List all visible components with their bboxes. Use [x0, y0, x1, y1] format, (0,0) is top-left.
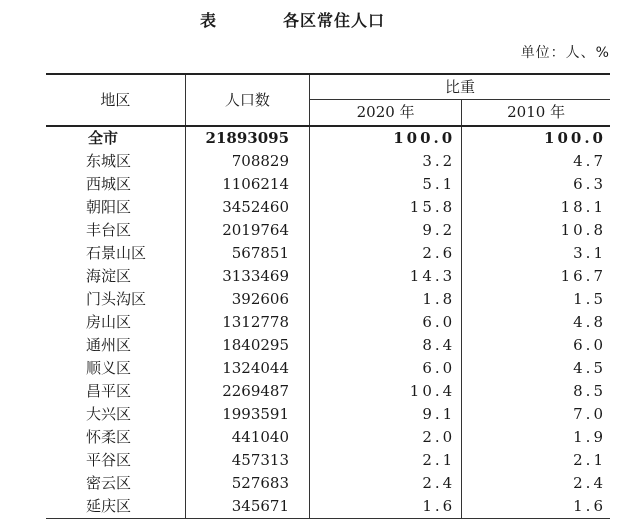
region-cell: 西城区 [46, 173, 185, 196]
region-cell: 平谷区 [46, 449, 185, 472]
header-population: 人口数 [185, 74, 309, 126]
region-cell: 密云区 [46, 472, 185, 495]
header-region: 地区 [46, 74, 185, 126]
region-cell: 东城区 [46, 150, 185, 173]
share-2020-cell: 10.4 [310, 380, 462, 403]
share-2020-cell: 2.1 [310, 449, 462, 472]
population-cell: 392606 [185, 288, 309, 311]
population-cell: 3452460 [185, 196, 309, 219]
region-cell: 顺义区 [46, 357, 185, 380]
table-title [0, 8, 640, 34]
population-table [46, 73, 610, 519]
share-2010-cell: 1.9 [573, 428, 606, 446]
table-row [46, 265, 610, 288]
table-row [46, 426, 610, 449]
share-2010-cell: 3.1 [573, 244, 606, 262]
share-2020-cell: 9.2 [310, 219, 462, 242]
table-row [46, 242, 610, 265]
header-share: 比重 [310, 74, 610, 100]
region-cell: 怀柔区 [46, 426, 185, 449]
region-cell: 大兴区 [46, 403, 185, 426]
share-2020-cell: 15.8 [310, 196, 462, 219]
table-row [46, 449, 610, 472]
header-year-2020: 2020 年 [310, 100, 462, 127]
population-cell: 1993591 [185, 403, 309, 426]
share-2010-cell: 1.6 [462, 495, 610, 519]
table-row [46, 219, 610, 242]
share-2020-cell: 100.0 [310, 126, 462, 150]
share-2020-cell: 6.0 [310, 311, 462, 334]
share-2010-cell: 2.1 [573, 451, 606, 469]
population-cell: 1312778 [185, 311, 309, 334]
region-cell: 石景山区 [46, 242, 185, 265]
share-2020-cell: 9.1 [310, 403, 462, 426]
population-cell: 3133469 [185, 265, 309, 288]
region-cell: 通州区 [46, 334, 185, 357]
population-cell: 21893095 [185, 126, 309, 150]
table-row [46, 334, 610, 357]
share-2020-cell: 6.0 [310, 357, 462, 380]
region-cell: 房山区 [46, 311, 185, 334]
share-2010-cell: 6.3 [573, 175, 606, 193]
share-2020-cell: 2.6 [310, 242, 462, 265]
share-2020-cell: 1.6 [310, 495, 462, 519]
population-cell: 708829 [185, 150, 309, 173]
share-2010-cell: 4.5 [573, 359, 606, 377]
population-cell: 441040 [185, 426, 309, 449]
share-2010-cell: 7.0 [573, 405, 606, 423]
population-cell: 2019764 [185, 219, 309, 242]
share-2020-cell: 2.0 [310, 426, 462, 449]
region-cell: 全市 [46, 126, 185, 150]
population-cell: 345671 [185, 495, 309, 519]
table-row [46, 196, 610, 219]
share-2020-cell: 14.3 [310, 265, 462, 288]
header-year-2010: 2010 年 [462, 100, 610, 127]
table-row [46, 495, 610, 519]
region-cell: 昌平区 [46, 380, 185, 403]
share-2010-cell: 2.4 [573, 474, 606, 492]
share-2010-cell: 18.1 [560, 198, 606, 216]
share-2010-cell: 4.8 [573, 313, 606, 331]
table-row-total [46, 126, 610, 150]
share-2020-cell: 8.4 [310, 334, 462, 357]
population-cell: 2269487 [185, 380, 309, 403]
region-cell: 朝阳区 [46, 196, 185, 219]
table-body [46, 126, 610, 519]
region-cell: 延庆区 [46, 495, 185, 519]
share-2020-cell: 1.8 [310, 288, 462, 311]
share-2020-cell: 3.2 [310, 150, 462, 173]
unit-note: 单位：人、% [520, 45, 610, 61]
population-cell: 567851 [185, 242, 309, 265]
share-2010-cell: 16.7 [560, 267, 606, 285]
share-2010-cell: 1.5 [573, 290, 606, 308]
table-row [46, 357, 610, 380]
population-cell: 527683 [185, 472, 309, 495]
table-title-text: 各区常住人口 [283, 11, 386, 30]
table-row [46, 311, 610, 334]
share-2010-cell: 10.8 [560, 221, 606, 239]
share-2010-cell: 8.5 [573, 382, 606, 400]
population-cell: 1840295 [185, 334, 309, 357]
share-2010-cell: 100.0 [544, 129, 606, 147]
share-2020-cell: 2.4 [310, 472, 462, 495]
population-cell: 1324044 [185, 357, 309, 380]
region-cell: 门头沟区 [46, 288, 185, 311]
share-2010-cell: 4.7 [573, 152, 606, 170]
share-2020-cell: 5.1 [310, 173, 462, 196]
table-row [46, 403, 610, 426]
region-cell: 海淀区 [46, 265, 185, 288]
table-row [46, 173, 610, 196]
region-cell: 丰台区 [46, 219, 185, 242]
population-cell: 1106214 [185, 173, 309, 196]
table-label: 表 [200, 11, 217, 30]
table-row [46, 288, 610, 311]
population-cell: 457313 [185, 449, 309, 472]
table-row [46, 380, 610, 403]
table-row [46, 150, 610, 173]
share-2010-cell: 6.0 [573, 336, 606, 354]
table-row [46, 472, 610, 495]
